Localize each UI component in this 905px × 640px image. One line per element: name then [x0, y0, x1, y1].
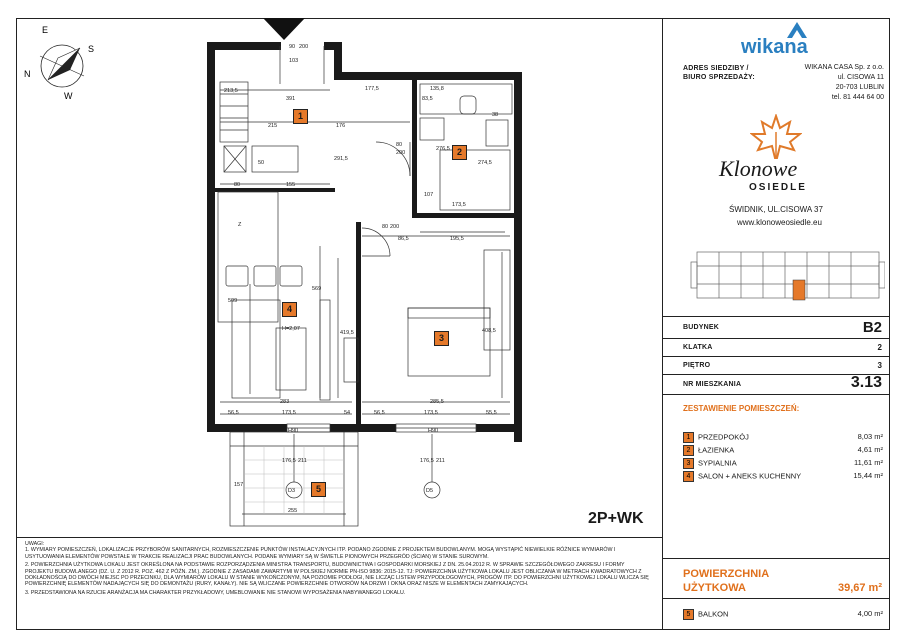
- field-label-apartment: NR MIESZKANIA: [683, 381, 742, 388]
- door-bath-h: 200: [396, 150, 406, 156]
- room-name-4: SALON + ANEKS KUCHENNY: [698, 471, 802, 481]
- dim-2765: 276,5: [436, 146, 450, 152]
- note-2: 2. POWIERZCHNIA UŻYTKOWA LOKALU JEST OKREŚLONA NA PODSTAWIE ROZPORZĄDZENIA MINISTRA TRANSPORTU, BUDOWNICTWA I GOSPODARKI MORSKIEJ Z DN. 25.04.2012 R. W SPRAWIE SZCZEGÓŁOWEGO ZAKRESU I FORMY PROJEKTU BUDOWLANEGO (DZ. U. Z 2012 R. POZ. 462 Z PÓŹN. ZM.). ZGODNIE Z ZASADAMI ZAWARTYMI W POLSKIEJ NORMIE PN-ISO 9836: 2015-12. TJ: POWIERZCHNIA UŻYTKOWA LOKALU JEST OBLICZANA W METRACH KWADRATOWYCH Z DOKŁADNOŚCIĄ DO DWÓCH MIEJSC PO PRZECINKU, DLA WYMIARÓW LOKALU W STANIE WYKOŃCZONYM, NA POZIOMIE PODŁOGI, NIE LICZĄC LISTEW PRZYPODŁOGOWYCH, PROGÓW ITP. DO POWIERZCHNI UŻYTKOWEJ LOKALU WLICZA SIĘ POWIERZCHNIĘ ELEMENTÓW NADAJĄCYCH SIĘ DO DEMONTAŻU (RURY, KANAŁY). NIE SĄ WLICZANE POWIERZCHNIE OTWORÓW NA DRZWI I OKNA ORAZ NISZE W ELEMENTACH ZAMYKAJĄCYCH.: [25, 562, 649, 588]
- dim-2745: 274,5: [478, 160, 492, 166]
- dim-283: 283: [280, 399, 290, 405]
- room-badge-5: 5: [311, 482, 326, 497]
- dim-4085: 408,5: [482, 328, 496, 334]
- dim-50: 50: [258, 160, 265, 166]
- dim-157: 157: [234, 482, 244, 488]
- balcony-row: [683, 609, 883, 620]
- dim-391: 391: [286, 96, 296, 102]
- compass-n: N: [24, 69, 31, 79]
- compass-w: W: [64, 91, 73, 101]
- room-row-2: [683, 445, 883, 456]
- balcony-name: BALKON: [698, 609, 729, 619]
- notes-title: UWAGI:: [25, 541, 45, 547]
- divider-6: [663, 558, 890, 559]
- dim-835: 83,5: [422, 96, 433, 102]
- inner-lines: [218, 46, 512, 526]
- room-no-3: 3: [683, 458, 694, 469]
- window-d5: D5: [426, 488, 434, 494]
- door-bath-w: 80: [396, 142, 403, 148]
- address-line-2: ul. CISOWA 11: [837, 74, 884, 81]
- dim-865: 86,5: [398, 236, 409, 242]
- apartment-type: 2P+WK: [588, 510, 644, 527]
- field-label-floor: PIĘTRO: [683, 362, 711, 369]
- dim-h90a: H90: [288, 428, 299, 434]
- dim-565a: 56,5: [228, 410, 239, 416]
- dim-509: 509: [228, 298, 238, 304]
- notes: [25, 541, 650, 596]
- dim-4195: 419,5: [340, 330, 354, 336]
- dim-1775: 177,5: [365, 86, 379, 92]
- address-line-1: WIKANA CASA Sp. z o.o.: [804, 64, 884, 71]
- maple-leaf-icon: [750, 114, 802, 160]
- room-name-2: ŁAZIENKA: [698, 445, 735, 455]
- room-no-4: 4: [683, 471, 694, 482]
- estate-name: Klonowe: [719, 156, 798, 181]
- compass-e: E: [42, 25, 49, 35]
- dim-565b: 56,5: [374, 410, 385, 416]
- estate-address: ŚWIDNIK, UL.CISOWA 37: [729, 205, 823, 214]
- room-area-3: 11,61 m²: [853, 458, 883, 467]
- room-row-3: [683, 458, 883, 469]
- room-row-4: [683, 471, 883, 482]
- note-1: 1. WYMIARY POMIESZCZEŃ, LOKALIZACJE PRZYBORÓW SANITARNYCH, ROZMIESZCZENIE PUNKTÓW INSTALACYJNYCH ITP. PODANO ZGODNIE Z PROJEKTEM BUDOWLANYM. MOGĄ WYSTĄPIĆ NIEWIELKIE RÓŻNICE WYMIARÓW I USYTUOWANIA ELEMENTÓW POWSTAŁE W TRAKCIE REALIZACJI PRAC BUDOWLANYCH. PODANE WYMIARY SĄ W ŚWIETLE PIONOWYCH PRZEGRÓD (ŚCIAN) W STANIE SUROWYM.: [25, 547, 616, 560]
- dim-155: 155: [286, 182, 296, 188]
- room-name-1: PRZEDPOKÓJ: [698, 432, 749, 442]
- door-entry-h: 200: [299, 44, 309, 50]
- field-value-building: B2: [862, 319, 882, 336]
- door-bed-w: 80: [382, 224, 389, 230]
- brand-name: wikana: [741, 36, 808, 58]
- estate-sub: OSIEDLE: [749, 182, 807, 193]
- area-total: 39,67 m²: [837, 582, 882, 594]
- dim-1955: 195,5: [450, 236, 464, 242]
- room-area-1: 8,03 m²: [857, 432, 883, 441]
- building-key-plan: [689, 244, 885, 306]
- dim-255: 255: [288, 508, 298, 514]
- field-value-apartment: 3.13: [850, 374, 882, 391]
- dim-1735a: 173,5: [452, 202, 466, 208]
- dim-54: 54: [344, 410, 351, 416]
- dim-176: 176: [336, 123, 346, 129]
- dim-107: 107: [424, 192, 434, 198]
- dim-555: 55,5: [486, 410, 497, 416]
- room-area-2: 4,61 m²: [857, 445, 883, 454]
- note-3: 3. PRZEDSTAWIONA NA RZUCIE ARANŻACJA MA CHARAKTER PRZYKŁADOWY, UMEBLOWANIE NIE STANOWI WYPOSAŻENIA NABYWANEGO LOKALU.: [25, 589, 406, 596]
- dim-80: 80: [234, 182, 241, 188]
- dim-38: 38: [492, 112, 499, 118]
- compass: [40, 45, 84, 87]
- divider-2: [663, 338, 890, 339]
- label-hp: H=2,07: [282, 326, 300, 332]
- address-label-1: ADRES SIEDZIBY /: [683, 65, 749, 72]
- dim-1735c: 173,5: [424, 410, 438, 416]
- walls: [207, 42, 522, 442]
- info-panel: [662, 18, 890, 630]
- label-z: Z: [238, 222, 242, 228]
- room-area-4: 15,44 m²: [853, 471, 883, 480]
- dim-211b: 211: [436, 458, 445, 464]
- rooms-title: ZESTAWIENIE POMIESZCZEŃ:: [683, 404, 800, 413]
- room-no-1: 1: [683, 432, 694, 443]
- room-badge-4: 4: [282, 302, 297, 317]
- balcony-no: 5: [683, 609, 694, 620]
- field-value-floor: 3: [877, 361, 882, 370]
- field-value-stair: 2: [877, 343, 882, 352]
- dim-2915: 291,5: [334, 156, 348, 162]
- room-name-3: SYPIALNIA: [698, 458, 737, 468]
- dim-1765b: 176,5: [420, 458, 434, 464]
- dim-2855: 285,5: [430, 399, 444, 405]
- dim-2135: 213,5: [224, 88, 238, 94]
- area-title-1: POWIERZCHNIA: [683, 568, 770, 580]
- room-row-1: [683, 432, 883, 443]
- divider-1: [663, 316, 890, 317]
- door-entry-w: 90: [289, 44, 296, 50]
- balcony-area: 4,00 m²: [857, 609, 883, 618]
- estate-web: www.klonoweosiedle.eu: [737, 218, 822, 227]
- window-d3: D3: [288, 488, 296, 494]
- room-badge-1: 1: [293, 109, 308, 124]
- dim-569: 569: [312, 286, 322, 292]
- divider-7: [663, 598, 890, 599]
- compass-s: S: [88, 44, 95, 54]
- address-line-4: tel. 81 444 64 00: [831, 94, 884, 101]
- dim-215: 215: [268, 123, 278, 129]
- door-bed-h: 200: [390, 224, 400, 230]
- area-title-2: UŻYTKOWA: [683, 582, 746, 594]
- room-no-2: 2: [683, 445, 694, 456]
- room-badge-2: 2: [452, 145, 467, 160]
- divider-3: [663, 356, 890, 357]
- field-label-building: BUDYNEK: [683, 324, 720, 331]
- dim-h90b: H90: [428, 428, 439, 434]
- dim-1735b: 173,5: [282, 410, 296, 416]
- entry-marker: [263, 18, 305, 40]
- dim-1765a: 176,5: [282, 458, 296, 464]
- notes-divider: [16, 537, 662, 538]
- room-badge-3: 3: [434, 331, 449, 346]
- dim-211a: 211: [298, 458, 307, 464]
- address-line-3: 20-703 LUBLIN: [835, 84, 884, 91]
- field-label-stair: KLATKA: [683, 344, 713, 351]
- dim-103: 103: [289, 58, 299, 64]
- address-label-2: BIURO SPRZEDAŻY:: [683, 74, 755, 81]
- divider-5: [663, 394, 890, 395]
- dim-1358: 135,8: [430, 86, 444, 92]
